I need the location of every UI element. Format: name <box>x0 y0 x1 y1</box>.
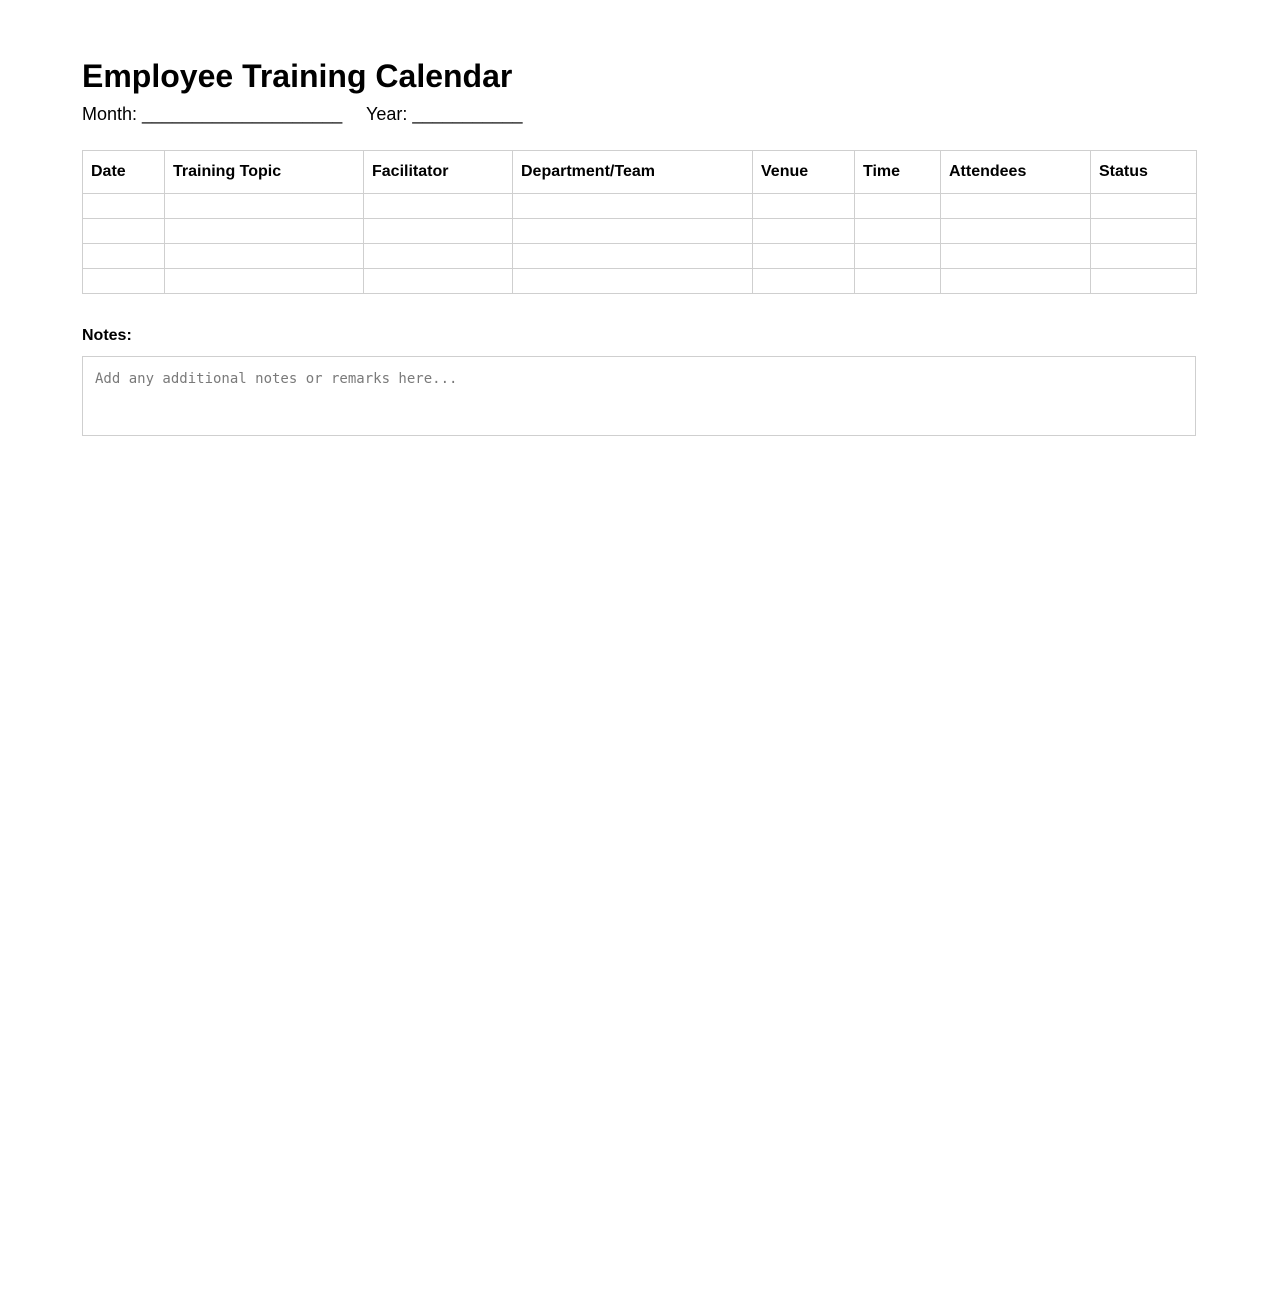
table-row <box>83 269 1197 294</box>
table-row <box>83 194 1197 219</box>
cell-attendees[interactable] <box>941 219 1091 244</box>
header-time: Time <box>855 151 941 194</box>
cell-facilitator[interactable] <box>364 269 513 294</box>
month-blank[interactable]: ____________________ <box>142 104 343 124</box>
notes-label: Notes: <box>82 327 132 344</box>
cell-date[interactable] <box>83 269 165 294</box>
cell-training-topic[interactable] <box>165 194 364 219</box>
cell-training-topic[interactable] <box>165 244 364 269</box>
header-status: Status <box>1091 151 1197 194</box>
cell-venue[interactable] <box>753 219 855 244</box>
cell-date[interactable] <box>83 219 165 244</box>
cell-status[interactable] <box>1091 244 1197 269</box>
cell-venue[interactable] <box>753 244 855 269</box>
header-attendees: Attendees <box>941 151 1091 194</box>
notes-box <box>82 356 1196 436</box>
table-body <box>83 194 1197 294</box>
table-row <box>83 244 1197 269</box>
cell-facilitator[interactable] <box>364 219 513 244</box>
cell-time[interactable] <box>855 219 941 244</box>
header-facilitator: Facilitator <box>364 151 513 194</box>
year-blank[interactable]: ___________ <box>412 104 523 124</box>
month-label: Month: <box>82 104 138 124</box>
cell-department-team[interactable] <box>513 244 753 269</box>
cell-attendees[interactable] <box>941 244 1091 269</box>
cell-attendees[interactable] <box>941 269 1091 294</box>
header-department-team: Department/Team <box>513 151 753 194</box>
cell-time[interactable] <box>855 269 941 294</box>
cell-facilitator[interactable] <box>364 244 513 269</box>
cell-venue[interactable] <box>753 269 855 294</box>
document-page <box>82 56 1196 344</box>
cell-department-team[interactable] <box>513 194 753 219</box>
table-header-row <box>83 151 1197 194</box>
cell-date[interactable] <box>83 194 165 219</box>
cell-status[interactable] <box>1091 194 1197 219</box>
header-training-topic: Training Topic <box>165 151 364 194</box>
cell-status[interactable] <box>1091 269 1197 294</box>
cell-venue[interactable] <box>753 194 855 219</box>
cell-training-topic[interactable] <box>165 269 364 294</box>
table-row <box>83 219 1197 244</box>
page-title: Employee Training Calendar <box>82 58 513 94</box>
notes-input[interactable] <box>83 357 1195 435</box>
cell-training-topic[interactable] <box>165 219 364 244</box>
cell-time[interactable] <box>855 244 941 269</box>
month-year-line <box>82 103 1196 125</box>
cell-attendees[interactable] <box>941 194 1091 219</box>
header-date: Date <box>83 151 165 194</box>
cell-time[interactable] <box>855 194 941 219</box>
cell-department-team[interactable] <box>513 219 753 244</box>
cell-status[interactable] <box>1091 219 1197 244</box>
cell-facilitator[interactable] <box>364 194 513 219</box>
header-venue: Venue <box>753 151 855 194</box>
cell-date[interactable] <box>83 244 165 269</box>
year-label: Year: <box>365 104 408 124</box>
training-table <box>82 150 1197 294</box>
cell-department-team[interactable] <box>513 269 753 294</box>
